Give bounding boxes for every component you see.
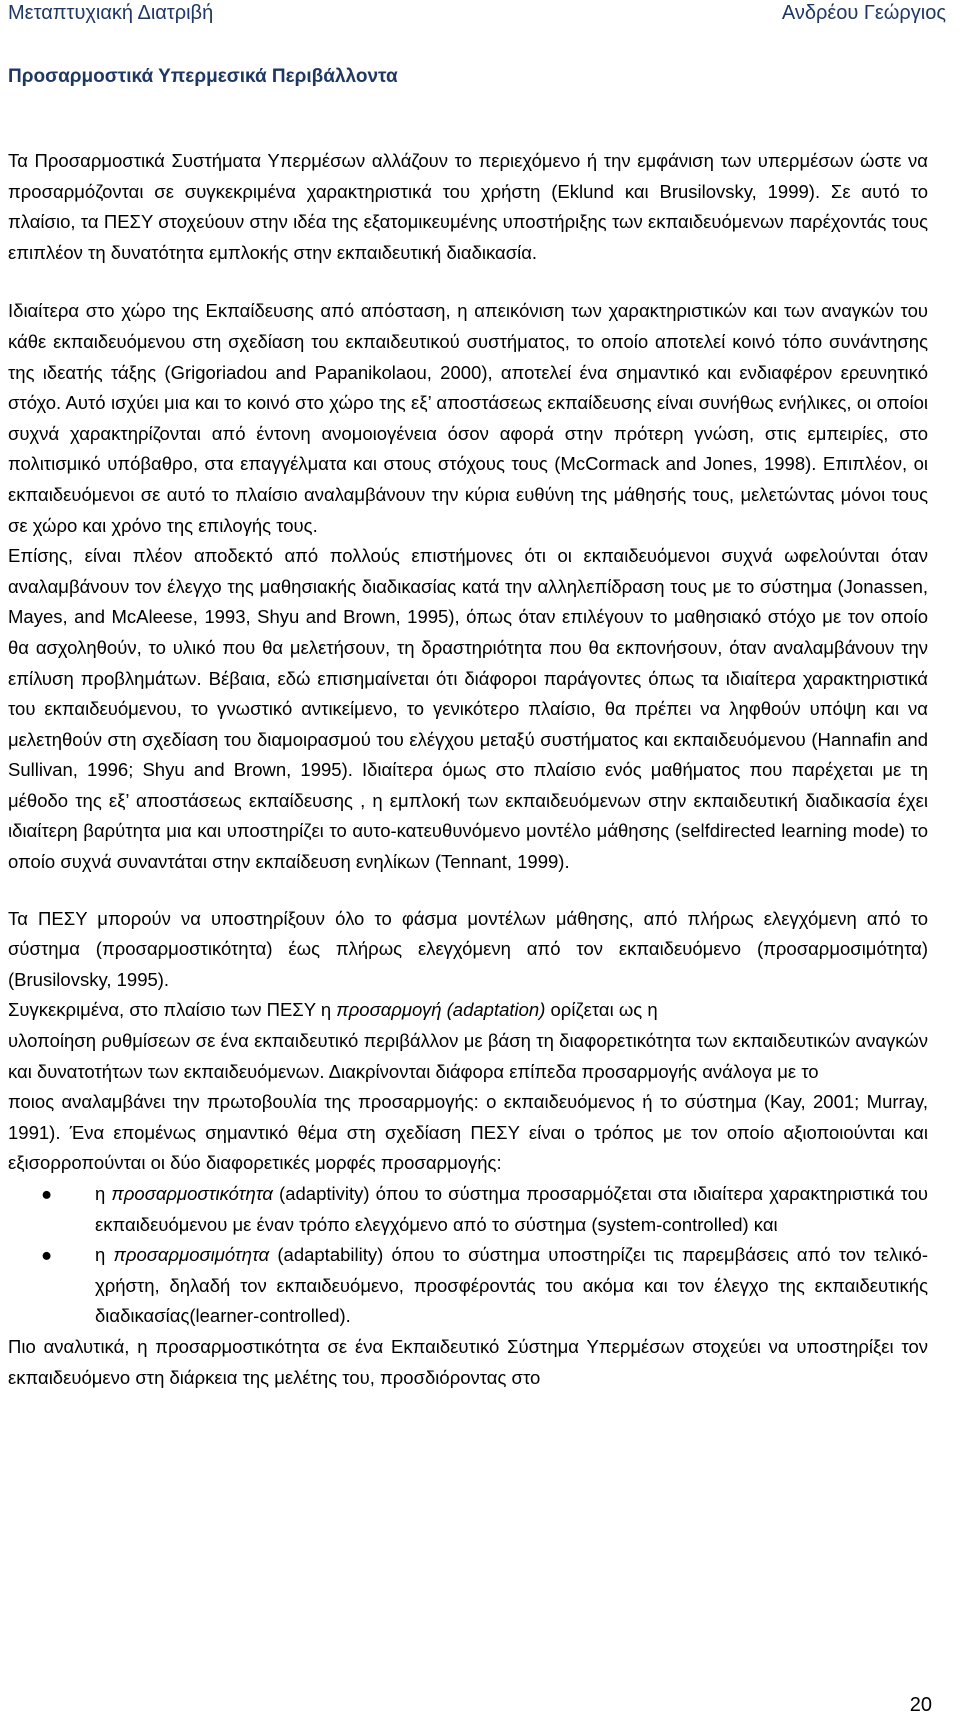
list-item-text: (adaptability) όπου το σύστημα υποστηρίζει τις παρεμβάσεις από τον τελικό-χρήστη, δηλαδή τον εκπαιδευόμενο, προσφέροντάς του ακόμα και τον έλεγχο της εκπαιδευτικής διαδικασίας(learner-controlled). — [95, 1244, 928, 1327]
bullet-icon: ● — [41, 1244, 53, 1266]
paragraph-6: υλοποίηση ρυθμίσεων σε ένα εκπαιδευτικό περιβάλλον με βάση τη διαφορετικότητα των εκπαιδευτικών αναγκών και δυνατοτήτων των εκπαιδευόμενων. Διακρίνονται διάφορα επίπεδα προσαρμογής ανάλογα με το — [8, 1030, 928, 1082]
body-text — [8, 146, 928, 1393]
paragraph-5-text: Συγκεκριμένα, στο πλαίσιο των ΠΕΣΥ η — [8, 999, 337, 1021]
header-author: Ανδρέου Γεώργιος — [781, 2, 946, 24]
header-thesis-type: Μεταπτυχιακή Διατριβή — [8, 2, 214, 24]
paragraph-8: Πιο αναλυτικά, η προσαρμοστικότητα σε ένα Εκπαιδευτικό Σύστημα Υπερμέσων στοχεύει να υποστηρίξει τον εκπαιδευόμενο στη διάρκεια της μελέτης του, προσδιόροντας στο — [8, 1335, 928, 1388]
adaptability-term: προσαρμοσιμότητα — [113, 1244, 270, 1266]
section-title: Προσαρμοστικά Υπερμεσικά Περιβάλλοντα — [8, 66, 398, 87]
page-number: 20 — [909, 1694, 932, 1716]
adaptation-term: προσαρμογή (adaptation) — [336, 999, 546, 1021]
list-item — [8, 1240, 928, 1332]
paragraph-5 — [8, 995, 928, 1026]
paragraph-3: Επίσης, είναι πλέον αποδεκτό από πολλούς επιστήμονες ότι οι εκπαιδευόμενοι συχνά ωφελούνται όταν αναλαμβάνουν τον έλεγχο της μαθησιακής διαδικασίας κατά την αλληλεπίδραση τους με το σύστημα (Jonassen, Mayes, and McAleese, 1993, Shyu and Brown, 1995), όπως όταν επιλέγουν το μαθησιακό στόχο με τον οποίο θα ασχοληθούν, το υλικό που θα μελετήσουν, τη δραστηριότητα που θα εκπονήσουν, όταν αναλαμβάνουν την επίλυση προβλημάτων. Βέβαια, εδώ επισημαίνεται ότι διάφοροι παράγοντες όπως τα ιδιαίτερα χαρακτηριστικά του εκπαιδευόμενου, το γνωστικό αντικείμενο, το γενικότερο πλαίσιο, θα πρέπει να ληφθούν υπόψη και να μελετηθούν στη σχεδίαση του διαμοιρασμού του ελέγχου μεταξύ συστήματος και εκπαιδευόμενου (Hannafin and Sullivan, 1996; Shyu and Brown, 1995). Ιδιαίτερα όμως στο πλαίσιο ενός μαθήματος που παρέχεται με τη μέθοδο της εξ’ αποστάσεως εκπαίδευσης , η εμπλοκή των εκπαιδευόμενων στην εκπαιδευτική διαδικασία έχει ιδιαίτερη βαρύτητα μια και υποστηρίζει το αυτο-κατευθυνόμενο μοντέλο μάθησης (selfdirected learning mode) το οποίο συχνά συναντάται στην εκπαίδευση ενηλίκων (Tennant, 1999). — [8, 545, 928, 873]
paragraph-4: Τα ΠΕΣΥ μπορούν να υποστηρίξουν όλο το φάσμα μοντέλων μάθησης, από πλήρως ελεγχόμενη από το σύστημα (προσαρμοστικότητα) έως πλήρως ελεγχόμενη από τον εκπαιδευόμενο (προσαρμοσιμότητα) (Brusilovsky, 1995). — [8, 907, 928, 990]
paragraph-2: Ιδιαίτερα στο χώρο της Εκπαίδευσης από απόσταση, η απεικόνιση των χαρακτηριστικών και των αναγκών του κάθε εκπαιδευόμενου στη σχεδίαση του εκπαιδευτικού συστήματος, το οποίο αποτελεί κοινό τόπο συνάντησης της ιδεατής τάξης (Grigoriadou and Papanikolaou, 2000), αποτελεί ένα σημαντικό και ενδιαφέρον ερευνητικό στόχο. Αυτό ισχύει μια και το κοινό στο χώρο της εξ’ αποστάσεως εκπαίδευσης είναι συνήθως ενήλικες, οι οποίοι συχνά χαρακτηρίζονται από έντονη ανομοιογένεια όσον αφορά στην πρότερη γνώση, στις εμπειρίες, στο πολιτισμικό υπόβαθρο, στα επαγγέλματα και στους στόχους τους (McCormack and Jones, 1998). Επιπλέον, οι εκπαιδευόμενοι σε αυτό το πλαίσιο αναλαμβάνουν την κύρια ευθύνη της μάθησής τους, μελετώντας μόνοι τους σε χώρο και χρόνο της επιλογής τους. — [8, 300, 928, 536]
list-item-prefix: η — [95, 1183, 112, 1204]
paragraph-7: ποιος αναλαμβάνει την πρωτοβουλία της προσαρμογής: ο εκπαιδευόμενος ή το σύστημα (Kay, 2001; Murray, 1991). Ένα επομένως σημαντικό θέμα στη σχεδίαση ΠΕΣΥ είναι ο τρόπος με τον οποίο αξιοποιούνται και εξισορροπούνται οι δύο διαφορετικές μορφές προσαρμογής: — [8, 1091, 928, 1174]
adaptation-forms-list — [8, 1179, 928, 1332]
list-item-prefix: η — [95, 1244, 114, 1266]
list-item — [8, 1179, 928, 1240]
paragraph-1: Τα Προσαρμοστικά Συστήματα Υπερμέσων αλλάζουν το περιεχόμενο ή την εμφάνιση των υπερμέσων ώστε να προσαρμόζονται σε συγκεκριμένα χαρακτηριστικά του χρήστη (Eklund και Brusilovsky, 1999). Σε αυτό το πλαίσιο, τα ΠΕΣΥ στοχεύουν στην ιδέα της εξατομικευμένης υποστήριξης των εκπαιδευόμενων παρέχοντάς τους επιπλέον τη δυνατότητα εμπλοκής στην εκπαιδευτική διαδικασία. — [8, 150, 928, 263]
bullet-icon: ● — [41, 1183, 53, 1204]
list-item-text: (adaptivity) όπου το σύστημα προσαρμόζεται στα ιδιαίτερα χαρακτηριστικά του εκπαιδευόμενου με έναν τρόπο ελεγχόμενο από το σύστημα (system-controlled) και — [95, 1183, 928, 1235]
adaptivity-term: προσαρμοστικότητα — [111, 1183, 273, 1204]
paragraph-5-tail: ορίζεται ως η — [545, 999, 658, 1021]
